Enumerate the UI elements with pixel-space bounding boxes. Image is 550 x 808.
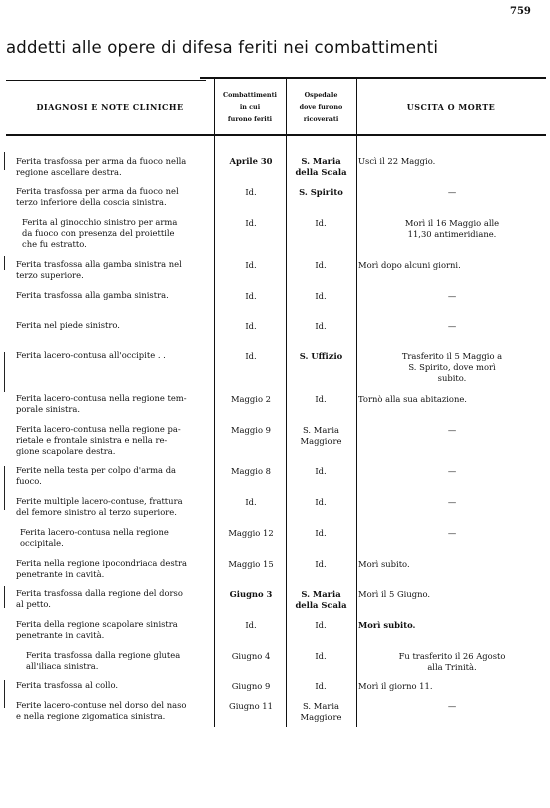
- margin-mark: [4, 680, 5, 708]
- header-hospital-line: dove furono: [299, 103, 343, 111]
- cell-diagnosis: Ferita lacero-contusa nella regione tem- porale sinistra.: [16, 393, 187, 414]
- header-hospital-line: Ospedale: [304, 91, 338, 99]
- cell-hospital: S. Maria Maggiore: [300, 425, 342, 446]
- cell-hospital: Id.: [315, 528, 327, 538]
- cell-diagnosis: Ferita della regione scapolare sinistra penetrante in cavità.: [16, 619, 178, 640]
- margin-mark: [4, 352, 5, 392]
- cell-date: Maggio 9: [230, 425, 271, 435]
- margin-mark: [4, 466, 5, 510]
- cell-hospital: Id.: [315, 394, 327, 404]
- cell-date: Maggio 12: [228, 528, 274, 538]
- header-date-line: Combattimenti: [223, 91, 277, 99]
- cell-date: Aprile 30: [229, 156, 273, 166]
- cell-hospital: Id.: [315, 620, 327, 630]
- cell-exit: Trasferito il 5 Maggio a S. Spirito, dove morì subito.: [401, 351, 503, 383]
- header-date-line: in cui: [239, 103, 261, 111]
- cell-date: Id.: [245, 260, 257, 270]
- cell-date: Id.: [245, 291, 257, 301]
- cell-exit: Uscì il 22 Maggio.: [358, 156, 436, 166]
- cell-hospital: Id.: [315, 260, 327, 270]
- cell-diagnosis: Ferita trasfossa alla gamba sinistra.: [16, 290, 169, 300]
- cell-hospital: Id.: [315, 466, 327, 476]
- cell-diagnosis: Ferita trasfossa per arma da fuoco nella regione ascellare destra.: [16, 156, 187, 177]
- cell-hospital: Id.: [315, 321, 327, 331]
- header-exit-label: USCITA O MORTE: [406, 102, 496, 112]
- cell-exit: —: [447, 528, 457, 538]
- cell-exit: Morì il 5 Giugno.: [358, 589, 431, 599]
- cell-diagnosis: Ferita trasfossa per arma da fuoco nel terzo inferiore della coscia sinistra.: [16, 186, 179, 207]
- cell-hospital: S. Maria della Scala: [295, 589, 347, 610]
- header-date-line: furono feriti: [227, 115, 273, 123]
- cell-date: Id.: [245, 620, 257, 630]
- margin-mark: [4, 586, 5, 608]
- cell-date: Id.: [245, 321, 257, 331]
- cell-date: Giugno 9: [231, 681, 271, 691]
- cell-date: Id.: [245, 187, 257, 197]
- header-bottom-rule: [6, 134, 546, 136]
- cell-exit: —: [447, 701, 457, 711]
- cell-diagnosis: Ferita trasfossa dalla regione del dorso al petto.: [16, 588, 183, 609]
- cell-exit: Tornò alla sua abitazione.: [358, 394, 467, 404]
- cell-diagnosis: Ferite lacero-contuse nel dorso del naso e nella regione zigomatica sinistra.: [16, 700, 187, 721]
- cell-hospital: S. Maria della Scala: [295, 156, 347, 177]
- cell-hospital: S. Uffizio: [299, 351, 343, 361]
- cell-exit: —: [447, 497, 457, 507]
- cell-date: Id.: [245, 351, 257, 361]
- column-divider: [286, 77, 287, 727]
- cell-exit: —: [447, 425, 457, 435]
- cell-exit: —: [447, 466, 457, 476]
- cell-diagnosis: Ferita lacero-contusa nella regione pa- rietale e frontale sinistra e nella re- gione scapolare destra.: [16, 424, 181, 456]
- cell-hospital: S. Spirito: [299, 187, 343, 197]
- cell-date: Id.: [245, 497, 257, 507]
- cell-date: Maggio 2: [230, 394, 271, 404]
- cell-date: Maggio 8: [230, 466, 271, 476]
- cell-diagnosis: Ferita al ginocchio sinistro per arma da fuoco con presenza del proiettile che fu estratto.: [22, 217, 178, 249]
- cell-diagnosis: Ferite nella testa per colpo d'arma da fuoco.: [16, 465, 177, 486]
- page-title: addetti alle opere di difesa feriti nei combattimenti: [6, 38, 439, 57]
- cell-date: Maggio 15: [228, 559, 274, 569]
- cell-diagnosis: Ferita trasfossa al collo.: [16, 680, 119, 690]
- header-date: [214, 84, 286, 130]
- cell-exit: Morì dopo alcuni giorni.: [358, 260, 461, 270]
- cell-exit: —: [447, 321, 457, 331]
- column-divider: [356, 77, 357, 727]
- cell-date: Giugno 11: [229, 701, 273, 711]
- cell-date: Giugno 4: [231, 651, 271, 661]
- cell-date: Id.: [245, 218, 257, 228]
- cell-diagnosis: Ferite multiple lacero-contuse, frattura del femore sinistro al terzo superiore.: [16, 496, 183, 517]
- header-diagnosis-label: DIAGNOSI E NOTE CLINICHE: [36, 102, 184, 112]
- cell-exit: Morì il 16 Maggio alle 11,30 antimeridiane.: [404, 218, 500, 239]
- cell-exit: Morì subito.: [358, 620, 416, 630]
- cell-hospital: Id.: [315, 681, 327, 691]
- cell-exit: Morì il giorno 11.: [358, 681, 433, 691]
- cell-exit: Morì subito.: [358, 559, 410, 569]
- margin-mark: [4, 152, 5, 170]
- cell-diagnosis: Ferita lacero-contusa nella regione occipitale.: [20, 527, 169, 548]
- header-exit: [356, 84, 546, 130]
- cell-diagnosis: Ferita trasfossa alla gamba sinistra nel terzo superiore.: [16, 259, 182, 280]
- table-top-rule-left: [6, 80, 206, 81]
- cell-exit: —: [447, 291, 457, 301]
- cell-diagnosis: Ferita lacero-contusa all'occipite . .: [16, 350, 166, 360]
- header-hospital-line: ricoverati: [303, 115, 339, 123]
- cell-hospital: Id.: [315, 559, 327, 569]
- column-divider: [214, 77, 215, 727]
- cell-diagnosis: Ferita nella regione ipocondriaca destra penetrante in cavità.: [16, 558, 187, 579]
- cell-hospital: Id.: [315, 291, 327, 301]
- cell-hospital: Id.: [315, 497, 327, 507]
- cell-hospital: Id.: [315, 218, 327, 228]
- header-hospital: [286, 84, 356, 130]
- margin-mark: [4, 256, 5, 270]
- header-diagnosis: [10, 84, 210, 130]
- cell-exit: —: [447, 187, 457, 197]
- cell-hospital: Id.: [315, 651, 327, 661]
- cell-diagnosis: Ferita trasfossa dalla regione glutea all'iliaca sinistra.: [26, 650, 181, 671]
- table-top-rule: [200, 77, 546, 79]
- cell-exit: Fu trasferito il 26 Agosto alla Trinità.: [398, 651, 506, 672]
- cell-date: Giugno 3: [229, 589, 273, 599]
- cell-hospital: S. Maria Maggiore: [300, 701, 342, 722]
- cell-diagnosis: Ferita nel piede sinistro.: [16, 320, 120, 330]
- page-number: 759: [510, 6, 531, 17]
